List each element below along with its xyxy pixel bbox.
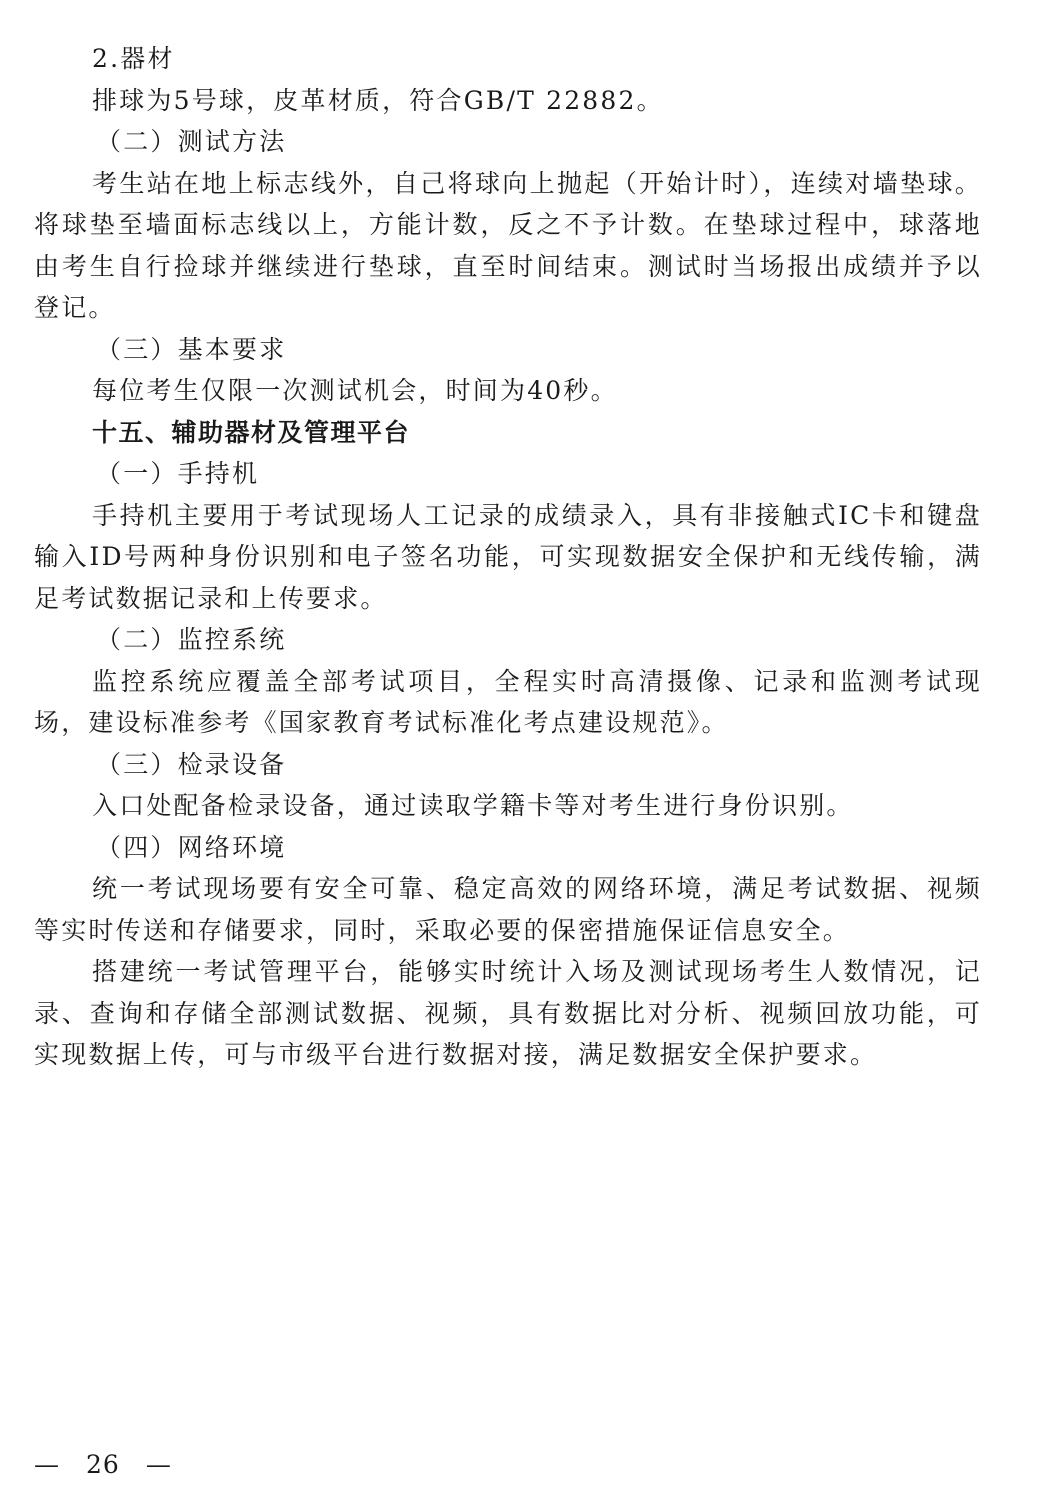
test-method-heading: （二）测试方法 <box>96 127 287 156</box>
document-body <box>34 38 982 1076</box>
network-heading: （四）网络环境 <box>96 832 287 862</box>
network-paragraph: 统一考试现场要有安全可靠、稳定高效的网络环境，满足考试数据、视频等实时传送和存储要求，同时，采取必要的保密措施保证信息安全。 <box>34 874 982 945</box>
test-method-paragraph: 考生站在地上标志线外，自己将球向上抛起（开始计时），连续对墙垫球。将球垫至墙面标志线以上，方能计数，反之不予计数。在垫球过程中，球落地由考生自行捡球并继续进行垫球，直至时间结束。测试时当场报出成绩并予以登记。 <box>34 168 982 322</box>
equipment-heading: 2.器材 <box>92 44 175 73</box>
basic-requirements-heading: （三）基本要求 <box>96 334 287 364</box>
basic-requirements-paragraph: 每位考生仅限一次测试机会，时间为40秒。 <box>92 376 618 405</box>
handheld-paragraph: 手持机主要用于考试现场人工记录的成绩录入，具有非接触式IC卡和键盘输入ID号两种身份识别和电子签名功能，可实现数据安全保护和无线传输，满足考试数据记录和上传要求。 <box>34 500 982 613</box>
monitoring-paragraph: 监控系统应覆盖全部考试项目，全程实时高清摄像、记录和监测考试现场，建设标准参考《国家教育考试标准化考点建设规范》。 <box>34 666 982 737</box>
checkin-paragraph: 入口处配备检录设备，通过读取学籍卡等对考生进行身份识别。 <box>92 791 854 820</box>
equipment-paragraph: 排球为5号球，皮革材质，符合GB/T 22882。 <box>92 85 664 115</box>
page-footer <box>34 1447 172 1483</box>
section-15-heading: 十五、辅助器材及管理平台 <box>92 417 411 447</box>
monitoring-heading: （二）监控系统 <box>96 625 287 654</box>
handheld-heading: （一）手持机 <box>96 459 260 488</box>
checkin-heading: （三）检录设备 <box>96 749 287 779</box>
page-number: 26 <box>86 1450 120 1479</box>
platform-paragraph: 搭建统一考试管理平台，能够实时统计入场及测试现场考生人数情况，记录、查询和存储全部测试数据、视频，具有数据比对分析、视频回放功能，可实现数据上传，可与市级平台进行数据对接，满足数据安全保护要求。 <box>34 957 982 1069</box>
footer-dash-left: — <box>34 1450 60 1479</box>
footer-dash-right: — <box>145 1450 172 1479</box>
